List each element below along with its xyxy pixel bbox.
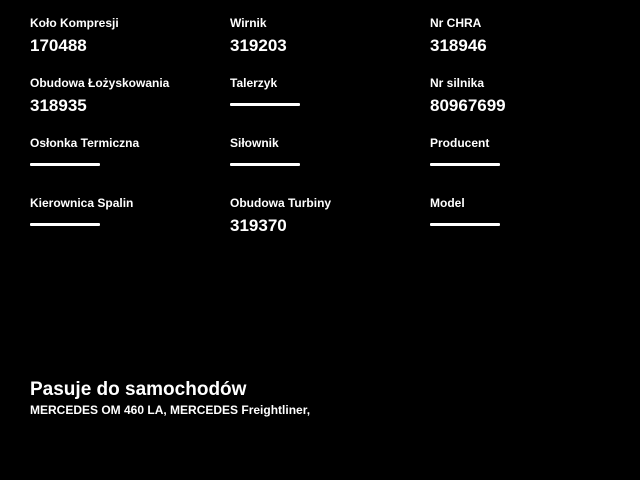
spec-cell-kierownica-spalin [30, 196, 230, 256]
spec-value: 319203 [230, 36, 287, 55]
fits-section [30, 379, 310, 417]
spec-label: Kierownica Spalin [30, 196, 134, 210]
spec-cell-nr-chra [430, 16, 630, 76]
spec-value: 318935 [30, 96, 87, 115]
spec-value-empty-rule [30, 223, 100, 226]
spec-value-empty-rule [430, 223, 500, 226]
fits-heading: Pasuje do samochodów [30, 379, 247, 400]
spec-label: Nr CHRA [430, 16, 482, 30]
spec-label: Obudowa Łożyskowania [30, 76, 170, 90]
spec-label: Nr silnika [430, 76, 485, 90]
spec-cell-obudowa-turbiny [230, 196, 430, 256]
spec-label: Producent [430, 136, 490, 150]
spec-value: 170488 [30, 36, 87, 55]
spec-label: Siłownik [230, 136, 279, 150]
spec-grid [30, 16, 630, 256]
spec-cell-wirnik [230, 16, 430, 76]
spec-value-empty-rule [30, 163, 100, 166]
spec-cell-model [430, 196, 630, 256]
fits-vehicle-list: MERCEDES OM 460 LA, MERCEDES Freightliner, [30, 403, 311, 417]
spec-label: Koło Kompresji [30, 16, 119, 30]
spec-cell-oslonka-termiczna [30, 136, 230, 196]
spec-label: Talerzyk [230, 76, 278, 90]
spec-cell-obudowa-lozyskowania [30, 76, 230, 136]
spec-value-empty-rule [230, 103, 300, 106]
spec-value: 319370 [230, 216, 287, 235]
spec-label: Wirnik [230, 16, 267, 30]
spec-label: Model [430, 196, 465, 210]
spec-cell-producent [430, 136, 630, 196]
spec-value-empty-rule [230, 163, 300, 166]
spec-cell-talerzyk [230, 76, 430, 136]
spec-cell-nr-silnika [430, 76, 630, 136]
spec-cell-kolo-kompresji [30, 16, 230, 76]
spec-label: Osłonka Termiczna [30, 136, 140, 150]
spec-cell-silownik [230, 136, 430, 196]
spec-value: 80967699 [430, 96, 506, 115]
spec-value-empty-rule [430, 163, 500, 166]
spec-label: Obudowa Turbiny [230, 196, 332, 210]
spec-value: 318946 [430, 36, 487, 55]
